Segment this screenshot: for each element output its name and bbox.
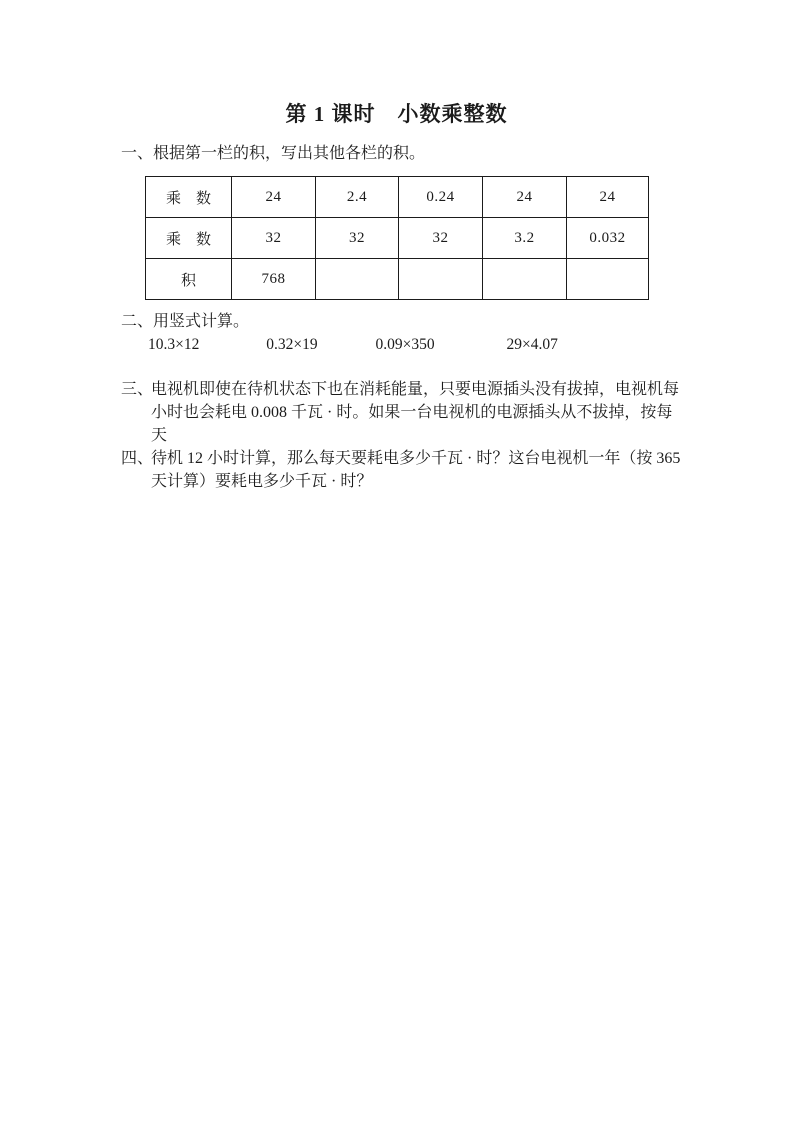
table-row-product bbox=[146, 259, 649, 300]
question-1-prompt: 一、根据第一栏的积，写出其他各栏的积。 bbox=[121, 145, 426, 162]
row-label-cell: 乘 数 bbox=[146, 218, 232, 259]
expression-1: 10.3×12 bbox=[148, 336, 200, 353]
value-cell: 32 bbox=[316, 218, 399, 259]
question-3-line-1: 电视机即使在待机状态下也在消耗能量，只要电源插头没有拔掉，电视机每 bbox=[151, 381, 680, 398]
answer-cell-empty bbox=[567, 259, 649, 300]
table-row-factor-2 bbox=[146, 218, 649, 259]
products-table bbox=[145, 176, 649, 300]
value-cell: 2.4 bbox=[316, 177, 399, 218]
page-title: 第 1 课时 小数乘整数 bbox=[285, 102, 508, 126]
question-4 bbox=[121, 447, 793, 493]
value-cell: 24 bbox=[567, 177, 649, 218]
question-4-number: 四、 bbox=[121, 450, 154, 467]
table-row-factor-1 bbox=[146, 177, 649, 218]
question-3-line-2: 小时也会耗电 0.008 千瓦 · 时。如果一台电视机的电源插头从不拔掉，按每 bbox=[151, 404, 673, 421]
expression-list bbox=[148, 335, 793, 354]
question-3 bbox=[121, 378, 793, 447]
value-cell: 3.2 bbox=[483, 218, 567, 259]
question-4-line-1: 待机 12 小时计算，那么每天要耗电多少千瓦 · 时？这台电视机一年（按 365 bbox=[151, 450, 681, 467]
answer-cell-empty bbox=[399, 259, 483, 300]
answer-cell-empty bbox=[483, 259, 567, 300]
question-3-text bbox=[151, 378, 793, 447]
value-cell: 0.032 bbox=[567, 218, 649, 259]
expression-3: 0.09×350 bbox=[375, 336, 435, 353]
question-2-prompt: 二、用竖式计算。 bbox=[121, 313, 250, 330]
expression-2: 0.32×19 bbox=[266, 336, 318, 353]
question-3-line-3: 天 bbox=[151, 427, 168, 444]
row-label-cell: 积 bbox=[146, 259, 232, 300]
question-3-number: 三、 bbox=[121, 381, 154, 398]
value-cell: 32 bbox=[232, 218, 316, 259]
row-label-cell: 乘 数 bbox=[146, 177, 232, 218]
value-cell: 24 bbox=[483, 177, 567, 218]
value-cell: 24 bbox=[232, 177, 316, 218]
value-cell: 32 bbox=[399, 218, 483, 259]
expression-4: 29×4.07 bbox=[506, 336, 558, 353]
value-cell: 0.24 bbox=[399, 177, 483, 218]
question-4-text bbox=[151, 447, 793, 493]
value-cell: 768 bbox=[232, 259, 316, 300]
answer-cell-empty bbox=[316, 259, 399, 300]
question-4-line-2: 天计算）要耗电多少千瓦 · 时？ bbox=[151, 473, 373, 490]
